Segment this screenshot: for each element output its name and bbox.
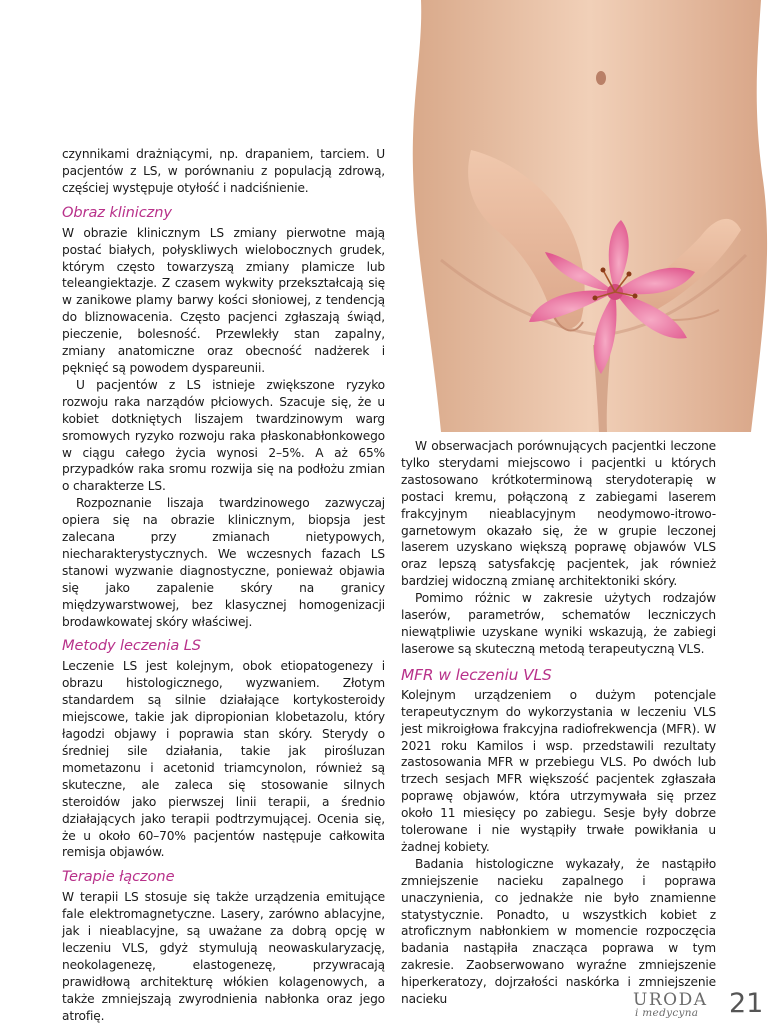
right-column bbox=[401, 438, 716, 1008]
logo-title: URODA bbox=[633, 990, 708, 1010]
page-number: 21 bbox=[729, 988, 764, 1019]
paragraph: Kolejnym urządzeniem o dużym potencjale terapeutycznym do wykorzystania w leczeniu VLS jest mikroigłowa frakcyjna radiofrekwencja (MFR). W 2021 roku Kamilos i wsp. przedstawili rezultaty zastosowania MFR w przebiegu VLS. Po dwóch lub trzech sesjach MFR większość pacjentek zgłaszała poprawę objawów, która utrzymywała się przez około 11 miesięcy po zabiegu. Sesje były dobrze tolerowane i nie wystąpiły trwałe powikłania u żadnej kobiety. bbox=[401, 687, 716, 854]
paragraph: Rozpoznanie liszaja twardzinowego zazwyczaj opiera się na obrazie klinicznym, biopsja jest zalecana przy zmianach nietypowych, niecharakterystycznych. We wczesnych fazach LS stanowi wyzwanie diagnostyczne, ponieważ objawia się jako zapalenie skóry na granicy międzywarstwowej, bez klasycznej homogenizacji brodawkowatej skóry właściwej. bbox=[62, 496, 385, 629]
intro-paragraph: czynnikami drażniącymi, np. drapaniem, tarciem. U pacjentów z LS, w porównaniu z populacją zdrową, częściej występuje otyłość i nadciśnienie. bbox=[62, 147, 385, 195]
paragraph: Badania histologiczne wykazały, że nastąpiło zmniejszenie nacieku zapalnego i poprawa unaczynienia, co jednakże nie było znamienne statystycznie. Ponadto, u wszystkich kobiet z atroficznym nabłonkiem w momencie rozpoczęcia badania nastąpiła znacząca poprawa w tym zakresie. Zaobserwowano wyraźne zmniejszenie hiperkeratozy, dojrzałości naskórka i zmniejszenie nacieku bbox=[401, 856, 716, 1007]
logo-subtitle: i medycyna bbox=[635, 1007, 699, 1019]
heading-mfr-w-leczeniu: MFR w leczeniu VLS bbox=[401, 665, 552, 684]
paragraph: U pacjentów z LS istnieje zwiększone ryzyko rozwoju raka narządów płciowych. Szacuje się, że u kobiet dotkniętych liszajem twardzinowym warg sromowych ryzyko rozwoju raka płaskonabłonkowego w ciągu całego życia wynosi 2–5%. A aż 65% przypadków raka sromu rozwija się na podłożu zmian o charakterze LS. bbox=[62, 377, 385, 494]
paragraph: Leczenie LS jest kolejnym, obok etiopatogenezy i obrazu histologicznego, wyzwaniem. Złotym standardem są silnie działające kortykosteroidy miejscowe, takie jak dipropionian klobetazolu, który łagodzi objawy i poprawia stan skóry. Sterydy o średniej sile działania, takie jak pirośluzan mometazonu i acetonid triamcynolon, również są skuteczne, ale zaleca się stosowanie silnych steroidów jako pierwszej linii terapii, a średnio działających jako terapii podtrzymującej. Ocenia się, że u około 60–70% pacjentów następuje całkowita remisja objawów. bbox=[62, 659, 385, 860]
magazine-logo bbox=[633, 988, 773, 1022]
paragraph: Pomimo różnic w zakresie użytych rodzajów laserów, parametrów, schematów leczniczych niewątpliwie uzyskane wyniki wskazują, że zabiegi laserowe są skuteczną metodą terapeutyczną VLS. bbox=[401, 591, 716, 656]
paragraph: W obserwacjach porównujących pacjentki leczone tylko sterydami miejscowo i pacjentki u których zastosowano krótkoterminową sterydoterapię w postaci kremu, połączoną z zabiegami laserem frakcyjnym nieablacyjnym neodymowo-itrowo-garnetowym okazało się, że w grupie leczonej laserem uzyskano większą poprawę objawów VLS oraz lepszą satysfakcję pacjentek, jak również bardziej widoczną zmianę architektoniki skóry. bbox=[401, 439, 716, 589]
heading-metody-leczenia: Metody leczenia LS bbox=[62, 637, 201, 655]
heading-obraz-kliniczny: Obraz kliniczny bbox=[62, 203, 172, 221]
paragraph: W obrazie klinicznym LS zmiany pierwotne mają postać białych, połyskliwych wielobocznych grudek, którym często towarzyszą zmiany plamicze lub teleangiektazje. Z czasem wykwity przekształcają się w zanikowe plamy barwy kości słoniowej, z tendencją do bliznowacenia. Często pacjenci zgłaszają świąd, pieczenie, bolesność. Przewlekły stan zapalny, zmiany anatomiczne oraz obecność nadżerek i pęknięć są powodem dyspareunii. bbox=[62, 225, 385, 375]
torso-with-lily-photo bbox=[401, 0, 781, 432]
paragraph: W terapii LS stosuje się także urządzenia emitujące fale elektromagnetyczne. Lasery, zarówno ablacyjne, jak i nieablacyjne, są uważane za dobrą opcję w leczeniu VLS, gdyż stymulują neowaskularyzację, neokolagenezę, elastogenezę, przywracają prawidłową architekturę włókien kolagenowych, a także zmniejszają zwyrodnienia nabłonka oraz jego atrofię. bbox=[62, 890, 385, 1023]
left-column bbox=[62, 146, 385, 1024]
heading-terapie-laczone: Terapie łączone bbox=[62, 868, 175, 886]
